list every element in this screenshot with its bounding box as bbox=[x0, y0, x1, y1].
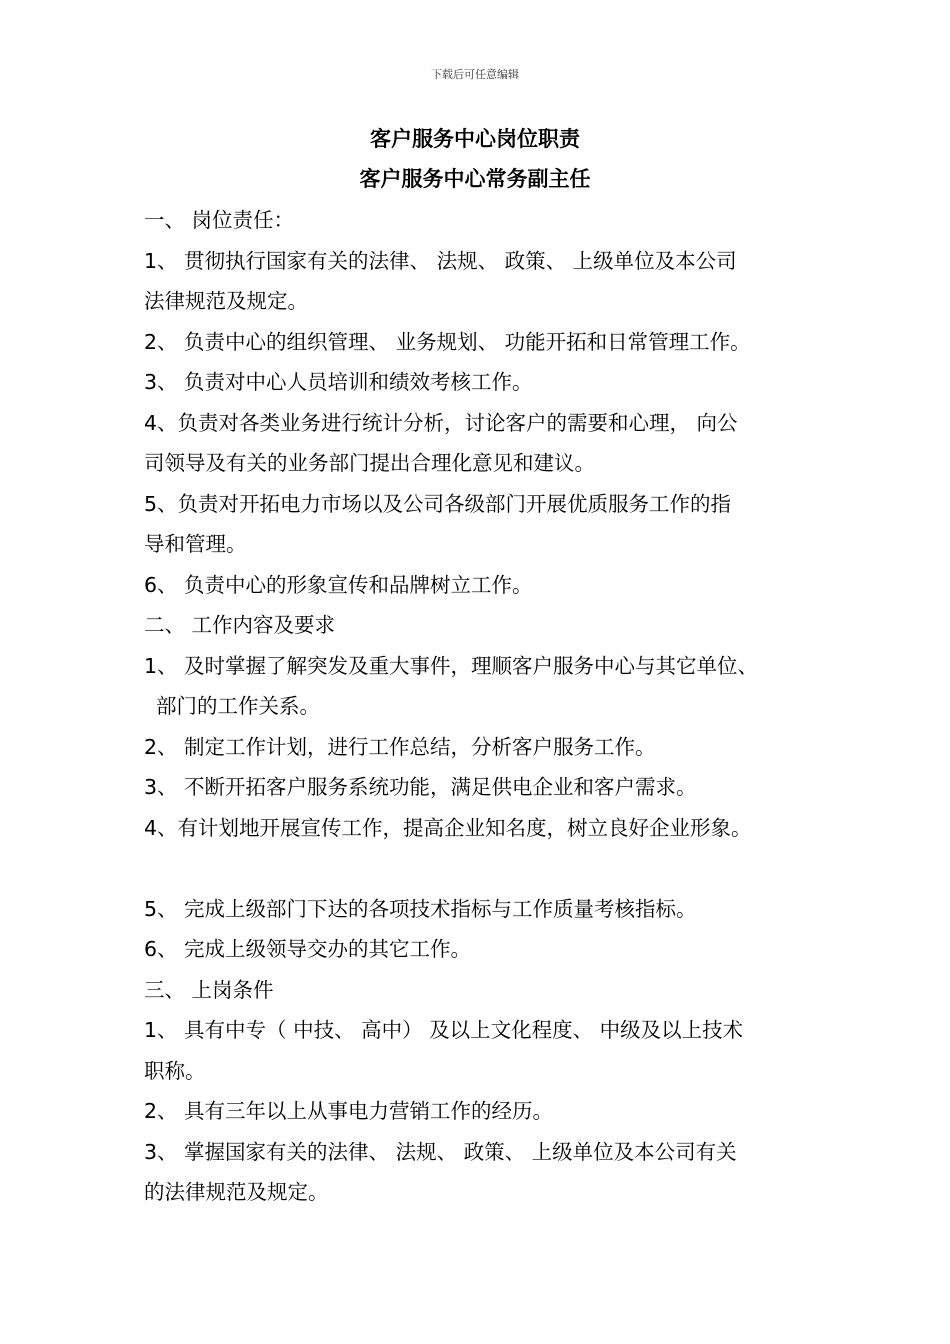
document-subtitle: 客户服务中心常务副主任 bbox=[359, 167, 591, 191]
section-heading: 二、 工作内容及要求 bbox=[144, 613, 336, 637]
paragraph-line: 2、 具有三年以上从事电力营销工作的经历。 bbox=[144, 1099, 554, 1123]
paragraph-line: 2、 负责中心的组织管理、 业务规划、 功能开拓和日常管理工作。 bbox=[144, 329, 751, 354]
paragraph-line: 5、负责对开拓电力市场以及公司各级部门开展优质服务工作的指 bbox=[144, 491, 732, 516]
section-heading: 三、 上岗条件 bbox=[144, 977, 274, 1002]
blank-line bbox=[144, 848, 834, 889]
section-heading: 一、 岗位责任： bbox=[144, 208, 295, 232]
paragraph-line: 4、负责对各类业务进行统计分析，讨论客户的需要和心理， 向公 bbox=[144, 410, 738, 435]
document-title: 客户服务中心岗位职责 bbox=[370, 127, 580, 151]
document-body bbox=[144, 200, 834, 1213]
header-note: 下载后可任意编辑 bbox=[431, 68, 519, 81]
paragraph-line: 1、 具有中专（ 中技、 高中） 及以上文化程度、 中级及以上技术 bbox=[144, 1018, 744, 1042]
paragraph-line: 3、 负责对中心人员培训和绩效考核工作。 bbox=[144, 370, 533, 394]
paragraph-line: 职称。 bbox=[144, 1058, 206, 1083]
paragraph-line: 法律规范及规定。 bbox=[144, 289, 308, 313]
paragraph-line: 6、 负责中心的形象宣传和品牌树立工作。 bbox=[144, 572, 533, 597]
paragraph-line: 司领导及有关的业务部门提出合理化意见和建议。 bbox=[144, 451, 595, 475]
paragraph-line: 2、 制定工作计划，进行工作总结，分析客户服务工作。 bbox=[144, 734, 656, 759]
paragraph-line: 3、 不断开拓客户服务系统功能，满足供电企业和客户需求。 bbox=[144, 775, 697, 799]
paragraph-line: 3、 掌握国家有关的法律、 法规、 政策、 上级单位及本公司有关 bbox=[144, 1139, 737, 1164]
paragraph-line: 的法律规范及规定。 bbox=[144, 1180, 329, 1204]
paragraph-line: 5、 完成上级部门下达的各项技术指标与工作质量考核指标。 bbox=[144, 896, 697, 921]
paragraph-line: 导和管理。 bbox=[144, 532, 247, 556]
paragraph-line: 1、 及时掌握了解突发及重大事件，理顺客户服务中心与其它单位、 bbox=[144, 653, 759, 678]
paragraph-line: 1、 贯彻执行国家有关的法律、 法规、 政策、 上级单位及本公司 bbox=[144, 248, 737, 273]
paragraph-line: 部门的工作关系。 bbox=[156, 694, 320, 718]
paragraph-line: 4、有计划地开展宣传工作，提高企业知名度，树立良好企业形象。 bbox=[144, 815, 752, 840]
paragraph-line: 6、 完成上级领导交办的其它工作。 bbox=[144, 937, 472, 961]
